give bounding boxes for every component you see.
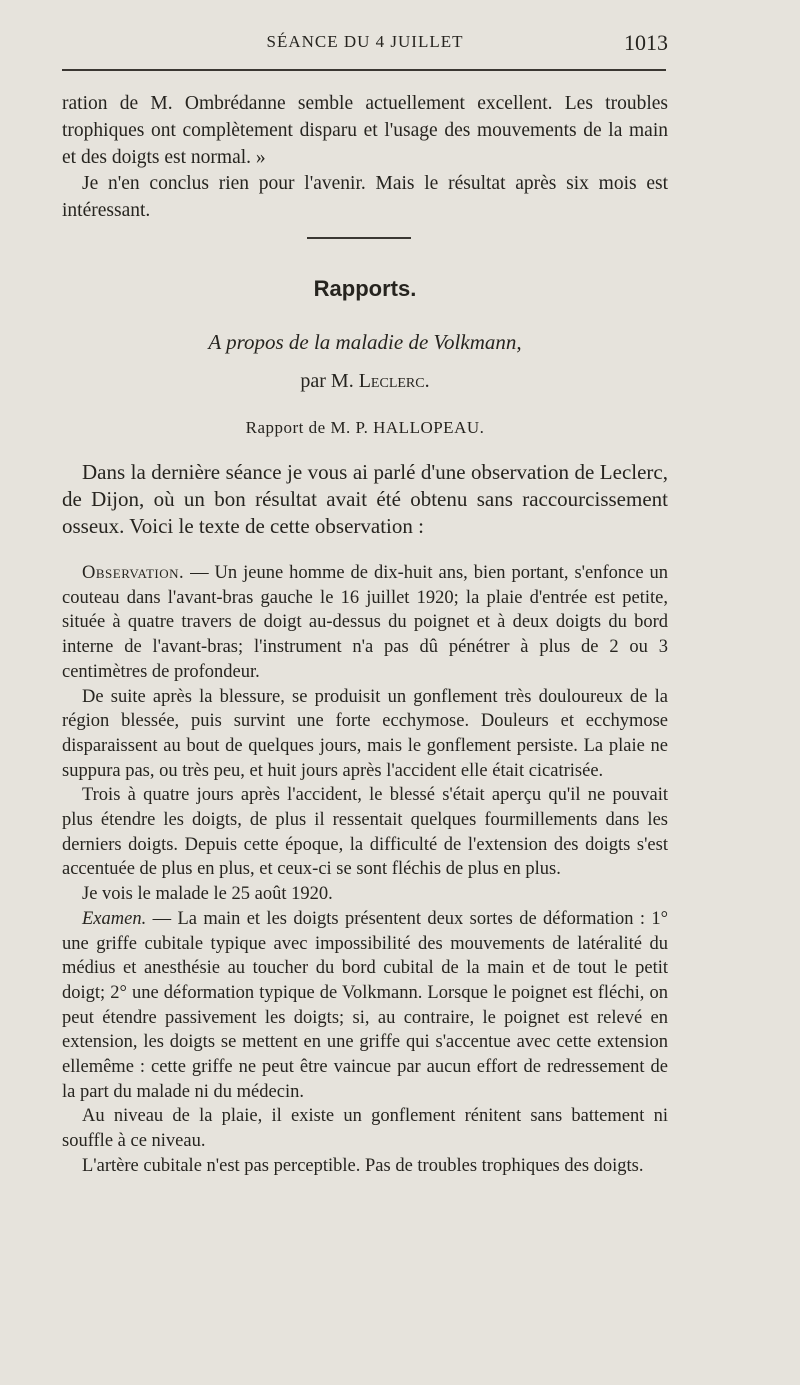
section-divider (307, 237, 411, 239)
observation-text-1: — Un jeune homme de dix-huit ans, bien portant, s'enfonce un couteau dans l'avant-bras gauche le 16 juillet 1920; la plaie d'entrée est petite, située à quatre travers de doigt au-dessus du poignet et à deux doigts du bord interne de l'avant-bras; l'instrument n'a pas dû pénétrer à plus de 2 ou 3 centimètres de profondeur. (62, 563, 668, 682)
page-number: 1013 (624, 30, 668, 55)
observation-paragraph-2: De suite après la blessure, se produisit un gonflement très douloureux de la région blessée, puis survint une forte ecchymose. Douleurs et ecchymose disparaissent au bout de quelques jours, mais le gonflement persiste. La plaie ne suppura pas, ou très peu, et huit jours après l'accident elle était cicatrisée. (62, 686, 668, 781)
observation-paragraph-1 (62, 561, 668, 685)
main-paragraph: Dans la dernière séance je vous ai parlé d'une observation de Leclerc, de Dijon, où un bon résultat avait été obtenu sans raccourcissement osseux. Voici le texte de cette observation : (62, 460, 668, 538)
intro-paragraph-2: Je n'en conclus rien pour l'avenir. Mais le résultat après six mois est intéressant. (62, 173, 668, 222)
observation-text-5: — La main et les doigts présentent deux sortes de déformation : 1° une griffe cubitale typique avec impossibilité des mouvements de latéralité du médius et anesthésie au toucher du bord cubital de la main et de tout le petit doigt; 2° une déformation typique de Volkmann. Lorsque le poignet est fléchi, on peut étendre passivement les doigts; si, au contraire, le poignet est relevé en extension, les doigts se mettent en une griffe qui s'accentue avec cette extension ellemême : cette griffe ne peut être vaincue par aucun effort de redressement de la part du malade ni du médecin. (62, 908, 668, 1102)
intro-paragraph-1: ration de M. Ombrédanne semble actuellement excellent. Les troubles trophiques ont complètement disparu et l'usage des mouvements de la main et des doigts est normal. » (62, 93, 668, 168)
observation-paragraph-6: Au niveau de la plaie, il existe un gonflement rénitent sans battement ni souffle à ce niveau. (62, 1106, 668, 1152)
running-title: SÉANCE DU 4 JUILLET (266, 32, 464, 51)
report-credit: Rapport de M. P. HALLOPEAU. (245, 418, 485, 437)
byline (0, 370, 730, 393)
section-heading: Rapports. (313, 276, 417, 301)
observation-block (62, 561, 668, 1179)
observation-paragraph-5 (62, 907, 668, 1105)
running-header (62, 30, 668, 56)
observation-paragraph-3: Trois à quatre jours après l'accident, le blessé s'était aperçu qu'il ne pouvait plus étendre les doigts, de plus il ressentait quelques fourmillements dans les derniers doigts. Depuis cette époque, la difficulté de l'extension des doigts s'est accentuée de plus en plus, et ceux-ci se sont fléchis de plus en plus. (62, 785, 668, 880)
header-rule (62, 69, 666, 71)
intro-block (62, 91, 668, 225)
observation-paragraph-4: Je vois le malade le 25 août 1920. (82, 884, 333, 905)
byline-author: Leclerc. (358, 370, 430, 392)
main-block (62, 459, 668, 540)
exam-label: Examen. (82, 908, 147, 929)
byline-prefix: par M. (300, 370, 354, 392)
observation-label: Observation. (82, 563, 185, 583)
article-title: A propos de la maladie de Volkmann, (208, 330, 522, 354)
observation-paragraph-7: L'artère cubitale n'est pas perceptible. Pas de troubles trophiques des doigts. (82, 1155, 644, 1176)
